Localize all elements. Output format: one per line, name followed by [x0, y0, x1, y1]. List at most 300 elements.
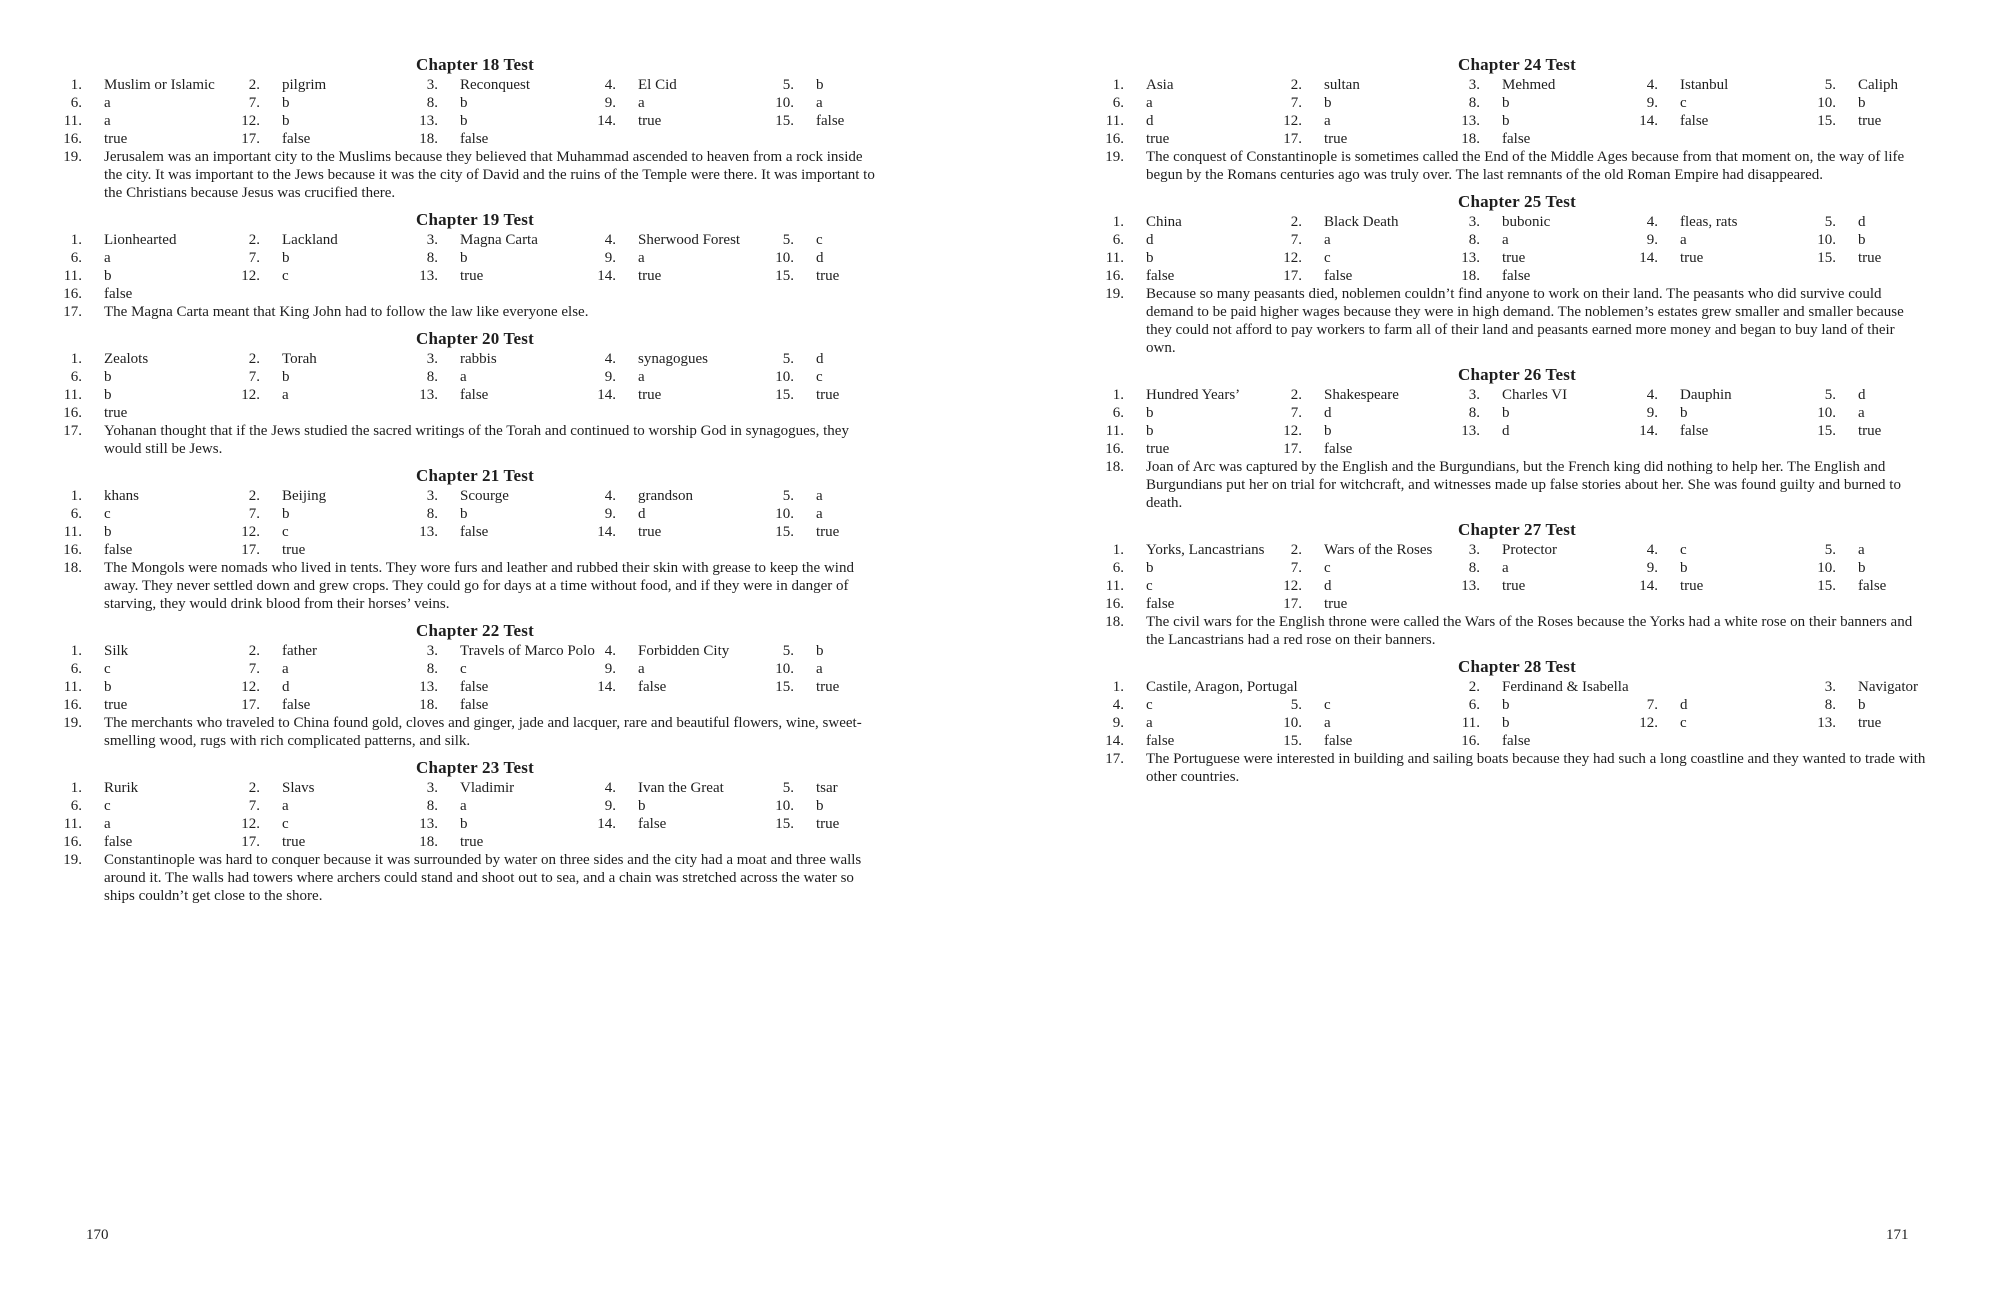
answer-number: 16. — [63, 697, 82, 713]
answer-item — [1458, 404, 1510, 422]
answer-number: 6. — [70, 661, 82, 677]
answer-item — [60, 386, 112, 404]
answer-text: a — [638, 369, 645, 385]
answer-number: 15. — [775, 816, 794, 832]
answer-item — [594, 505, 646, 523]
answer-row — [60, 404, 890, 422]
answer-number: 10. — [1817, 560, 1836, 576]
answer-row — [60, 660, 890, 678]
answer-row — [60, 76, 890, 94]
answer-item — [60, 833, 132, 851]
answer-item — [1636, 577, 1703, 595]
answer-number: 14. — [1639, 250, 1658, 266]
answer-number: 3. — [426, 780, 438, 796]
answer-text: false — [816, 113, 845, 129]
answer-number: 10. — [775, 369, 794, 385]
answer-text: c — [1680, 715, 1687, 731]
answer-item — [1102, 404, 1154, 422]
answer-item — [60, 487, 139, 505]
answer-number: 1. — [70, 232, 82, 248]
answer-row — [60, 386, 890, 404]
answer-row — [60, 541, 890, 559]
answer-item — [1280, 267, 1352, 285]
answer-text: false — [104, 542, 133, 558]
answer-item — [1814, 213, 1866, 231]
answer-item — [594, 487, 693, 505]
answer-text: b — [282, 95, 290, 111]
answer-item — [1280, 440, 1352, 458]
answer-number: 13. — [1461, 423, 1480, 439]
answer-text: Ferdinand & Isabella — [1502, 679, 1629, 695]
answer-text: false — [1502, 268, 1531, 284]
answer-text: c — [1680, 542, 1687, 558]
answer-item — [1814, 386, 1866, 404]
answer-number: 16. — [63, 286, 82, 302]
answer-item — [1814, 541, 1865, 559]
answer-text: a — [816, 506, 823, 522]
answer-text: b — [282, 506, 290, 522]
answer-number: 5. — [1290, 697, 1302, 713]
answer-number: 10. — [775, 506, 794, 522]
answer-number: 17. — [241, 834, 260, 850]
essay-answer — [60, 148, 890, 202]
answer-text: true — [282, 834, 306, 850]
answer-item — [594, 523, 661, 541]
answer-item — [1102, 231, 1154, 249]
answer-text: Vladimir — [460, 780, 515, 796]
answer-text: c — [1680, 95, 1687, 111]
answer-item — [1102, 440, 1169, 458]
answer-item — [1814, 76, 1898, 94]
answer-number: 12. — [241, 816, 260, 832]
answer-row — [60, 523, 890, 541]
answer-number: 8. — [1468, 560, 1480, 576]
answer-row — [60, 94, 890, 112]
answer-number: 5. — [782, 232, 794, 248]
answer-item — [1814, 678, 1918, 696]
answer-number: 9. — [604, 661, 616, 677]
answer-number: 14. — [597, 268, 616, 284]
answer-item — [60, 541, 132, 559]
answer-number: 6. — [1112, 405, 1124, 421]
answer-number: 15. — [1283, 733, 1302, 749]
answer-item — [594, 642, 729, 660]
answer-number: 7. — [248, 250, 260, 266]
answer-text: d — [638, 506, 646, 522]
answer-item — [1636, 404, 1688, 422]
answer-item — [238, 350, 317, 368]
answer-number: 10. — [1283, 715, 1302, 731]
answer-item — [416, 249, 468, 267]
answer-item — [1636, 112, 1708, 130]
answer-number: 3. — [1468, 542, 1480, 558]
answer-text: b — [1502, 405, 1510, 421]
answer-item — [238, 386, 289, 404]
essay-answer — [1102, 285, 1932, 357]
essay-text: Yohanan thought that if the Jews studied the sacred writings of the Torah and continued to worship God in synagogues, they would still be Jews. — [104, 423, 849, 457]
chapter-test-title: Chapter 19 Test — [416, 210, 534, 229]
answer-text: false — [1324, 733, 1353, 749]
answer-number: 15. — [775, 387, 794, 403]
answer-row — [60, 285, 890, 303]
answer-text: b — [282, 113, 290, 129]
answer-text: false — [104, 834, 133, 850]
answer-number: 16. — [63, 834, 82, 850]
answer-number: 14. — [1639, 423, 1658, 439]
answer-item — [1814, 112, 1881, 130]
answer-text: c — [104, 506, 111, 522]
answer-item — [416, 130, 488, 148]
answer-text: pilgrim — [282, 77, 327, 93]
answer-item — [416, 779, 514, 797]
answer-row — [60, 696, 890, 714]
answer-text: b — [104, 369, 112, 385]
answer-number: 7. — [248, 506, 260, 522]
answer-row — [1102, 577, 1932, 595]
answer-item — [1102, 559, 1154, 577]
chapter-test-title: Chapter 25 Test — [1458, 192, 1576, 211]
answer-item — [416, 642, 595, 660]
answer-number: 19. — [63, 715, 82, 731]
answer-item — [238, 797, 289, 815]
essay-text: Because so many peasants died, noblemen couldn’t find anyone to work on their land. The peasants who did survive could demand to be paid higher wages because they were in high demand. The noblemen’s estates grew smaller and smaller because they could not afford to pay workers to farm all of their land and peasants earned more money and began to buy land of their own. — [1146, 286, 1904, 356]
answer-item — [1458, 76, 1555, 94]
answer-number: 3. — [426, 77, 438, 93]
answer-number: 11. — [63, 524, 82, 540]
answer-item — [594, 797, 646, 815]
answer-text: false — [282, 697, 311, 713]
answer-number: 15. — [775, 524, 794, 540]
answer-text: bubonic — [1502, 214, 1551, 230]
answer-item — [1458, 696, 1510, 714]
answer-number: 6. — [1112, 560, 1124, 576]
answer-text: c — [282, 524, 289, 540]
answer-row — [60, 487, 890, 505]
answer-row — [1102, 595, 1932, 613]
answer-number: 13. — [1461, 113, 1480, 129]
answer-text: a — [1146, 715, 1153, 731]
answer-text: d — [1146, 232, 1154, 248]
answer-item — [416, 368, 467, 386]
answer-number: 2. — [1468, 679, 1480, 695]
answer-item — [594, 112, 661, 130]
answer-text: Caliph — [1858, 77, 1898, 93]
answer-text: true — [816, 268, 840, 284]
answer-number: 3. — [426, 488, 438, 504]
answer-item — [60, 112, 111, 130]
answer-item — [1102, 678, 1298, 696]
answer-item — [772, 678, 839, 696]
answer-item — [238, 660, 289, 678]
answer-number: 9. — [604, 369, 616, 385]
answer-text: grandson — [638, 488, 693, 504]
answer-item — [594, 368, 645, 386]
answer-item — [1458, 112, 1510, 130]
answer-item — [594, 267, 661, 285]
answer-number: 17. — [1283, 131, 1302, 147]
answer-text: true — [1146, 131, 1170, 147]
answer-text: true — [1502, 578, 1526, 594]
answer-number: 6. — [70, 95, 82, 111]
essay-text: Jerusalem was an important city to the Muslims because they believed that Muhammad ascended to heaven from a rock inside the city. It was important to the Jews because it was the city of David and the ruins of the Temple were there. It was important to the Christians because Jesus was crucified there. — [104, 149, 875, 201]
answer-text: d — [1680, 697, 1688, 713]
answer-item — [238, 231, 338, 249]
answer-number: 8. — [426, 369, 438, 385]
essay-answer — [60, 714, 890, 750]
answer-text: false — [282, 131, 311, 147]
answer-item — [1636, 386, 1732, 404]
answer-item — [1280, 386, 1399, 404]
answer-item — [1636, 213, 1737, 231]
answer-text: true — [1680, 578, 1704, 594]
answer-item — [1636, 231, 1687, 249]
answer-number: 10. — [775, 250, 794, 266]
answer-text: true — [1858, 250, 1882, 266]
answer-text: a — [816, 95, 823, 111]
chapter-test-section — [1102, 192, 1932, 357]
answer-text: a — [1146, 95, 1153, 111]
answer-text: a — [282, 661, 289, 677]
answer-text: b — [460, 250, 468, 266]
answer-item — [1636, 249, 1703, 267]
answer-number: 13. — [1817, 715, 1836, 731]
answer-number: 7. — [248, 369, 260, 385]
answer-item — [1280, 559, 1331, 577]
answer-number: 9. — [1646, 560, 1658, 576]
answer-number: 1. — [1112, 77, 1124, 93]
answer-number: 5. — [782, 780, 794, 796]
answer-item — [1458, 267, 1530, 285]
answer-item — [1458, 714, 1510, 732]
answer-item — [1102, 386, 1240, 404]
answer-item — [238, 833, 305, 851]
answer-text: true — [104, 405, 128, 421]
answer-row — [1102, 386, 1932, 404]
answer-text: c — [816, 369, 823, 385]
answer-text: d — [1324, 405, 1332, 421]
essay-answer — [1102, 750, 1932, 786]
answer-number: 2. — [248, 351, 260, 367]
answer-number: 16. — [1461, 733, 1480, 749]
answer-text: b — [460, 113, 468, 129]
answer-text: Travels of Marco Polo — [460, 643, 595, 659]
chapter-test-title: Chapter 26 Test — [1458, 365, 1576, 384]
answer-item — [772, 779, 838, 797]
answer-number: 7. — [1290, 560, 1302, 576]
answer-item — [772, 94, 823, 112]
answer-item — [1280, 76, 1360, 94]
answer-text: b — [1502, 113, 1510, 129]
chapter-test-title: Chapter 22 Test — [416, 621, 534, 640]
answer-number: 8. — [1468, 232, 1480, 248]
answer-text: c — [1324, 560, 1331, 576]
answer-item — [1102, 76, 1174, 94]
answer-item — [60, 797, 111, 815]
answer-number: 18. — [1461, 268, 1480, 284]
answer-item — [594, 94, 645, 112]
answer-row — [1102, 714, 1932, 732]
essay-text: The civil wars for the English throne were called the Wars of the Roses because the Yorks had a white rose on their banners and the Lancastrians had a red rose on their banners. — [1146, 614, 1913, 648]
answer-text: Asia — [1146, 77, 1174, 93]
answer-item — [594, 249, 645, 267]
answer-text: a — [104, 816, 111, 832]
answer-item — [772, 350, 824, 368]
answer-text: b — [1858, 697, 1866, 713]
answer-row — [1102, 267, 1932, 285]
answer-text: Magna Carta — [460, 232, 538, 248]
answer-number: 12. — [241, 524, 260, 540]
answer-text: true — [1858, 715, 1882, 731]
answer-item — [772, 76, 824, 94]
answer-item — [772, 368, 823, 386]
answer-number: 5. — [782, 488, 794, 504]
chapter-test-title: Chapter 18 Test — [416, 55, 534, 74]
answer-text: b — [1858, 560, 1866, 576]
answer-text: b — [1502, 697, 1510, 713]
answer-number: 4. — [1646, 542, 1658, 558]
answer-item — [416, 797, 467, 815]
answer-number: 2. — [1290, 387, 1302, 403]
answer-item — [772, 487, 823, 505]
answer-text: true — [1502, 250, 1526, 266]
answer-item — [1458, 213, 1550, 231]
answer-text: b — [460, 95, 468, 111]
answer-row — [1102, 422, 1932, 440]
answer-number: 10. — [1817, 95, 1836, 111]
answer-item — [1102, 541, 1264, 559]
answer-item — [594, 779, 724, 797]
answer-text: false — [460, 679, 489, 695]
answer-number: 4. — [604, 643, 616, 659]
answer-text: b — [816, 77, 824, 93]
answer-text: tsar — [816, 780, 838, 796]
answer-number: 6. — [1112, 95, 1124, 111]
answer-text: b — [104, 387, 112, 403]
answer-item — [238, 779, 315, 797]
answer-number: 11. — [1105, 113, 1124, 129]
answer-number: 16. — [63, 542, 82, 558]
answer-number: 6. — [70, 250, 82, 266]
answer-item — [594, 678, 666, 696]
answer-text: El Cid — [638, 77, 677, 93]
answer-text: Scourge — [460, 488, 509, 504]
answer-number: 10. — [1817, 405, 1836, 421]
answer-text: true — [104, 131, 128, 147]
answer-text: true — [638, 387, 662, 403]
answer-number: 9. — [604, 506, 616, 522]
chapter-test-title: Chapter 23 Test — [416, 758, 534, 777]
answer-item — [238, 267, 289, 285]
answer-item — [1102, 732, 1174, 750]
essay-answer — [1102, 148, 1932, 184]
answer-number: 5. — [1824, 542, 1836, 558]
answer-text: Wars of the Roses — [1324, 542, 1433, 558]
answer-text: b — [816, 643, 824, 659]
essay-answer — [60, 303, 890, 321]
answer-number: 2. — [248, 488, 260, 504]
answer-number: 10. — [775, 661, 794, 677]
answer-row — [1102, 696, 1932, 714]
answer-key-right-page — [1102, 47, 1932, 786]
answer-text: true — [460, 268, 484, 284]
answer-text: Lackland — [282, 232, 338, 248]
answer-text: rabbis — [460, 351, 497, 367]
answer-item — [60, 815, 111, 833]
answer-item — [1102, 267, 1174, 285]
chapter-test-section — [60, 466, 890, 613]
answer-text: true — [816, 524, 840, 540]
answer-item — [1814, 696, 1866, 714]
answer-text: a — [1324, 232, 1331, 248]
answer-text: b — [460, 816, 468, 832]
answer-row — [60, 267, 890, 285]
answer-text: false — [460, 524, 489, 540]
answer-number: 12. — [1283, 250, 1302, 266]
answer-text: Silk — [104, 643, 129, 659]
chapter-test-section — [60, 329, 890, 458]
answer-number: 8. — [1468, 95, 1480, 111]
answer-number: 7. — [1290, 95, 1302, 111]
answer-number: 15. — [1817, 250, 1836, 266]
answer-text: Castile, Aragon, Portugal — [1146, 679, 1298, 695]
answer-number: 4. — [604, 351, 616, 367]
answer-item — [1280, 130, 1347, 148]
answer-row — [1102, 732, 1932, 750]
answer-text: d — [816, 250, 824, 266]
answer-number: 17. — [1283, 596, 1302, 612]
answer-number: 3. — [1468, 214, 1480, 230]
answer-text: Black Death — [1324, 214, 1399, 230]
answer-text: b — [816, 798, 824, 814]
answer-row — [1102, 440, 1932, 458]
answer-text: Zealots — [104, 351, 149, 367]
answer-item — [60, 94, 111, 112]
answer-number: 2. — [1290, 77, 1302, 93]
answer-text: d — [1146, 113, 1154, 129]
answer-number: 4. — [1646, 214, 1658, 230]
chapter-test-section — [60, 621, 890, 750]
answer-number: 16. — [1105, 268, 1124, 284]
answer-row — [60, 779, 890, 797]
answer-number: 16. — [1105, 131, 1124, 147]
answer-number: 6. — [1112, 232, 1124, 248]
answer-row — [60, 797, 890, 815]
answer-item — [1814, 231, 1866, 249]
answer-item — [594, 660, 645, 678]
answer-item — [1458, 732, 1530, 750]
answer-number: 5. — [1824, 387, 1836, 403]
answer-number: 17. — [241, 542, 260, 558]
answer-item — [238, 249, 290, 267]
essay-answer — [1102, 458, 1932, 512]
answer-text: false — [1502, 733, 1531, 749]
answer-item — [238, 487, 326, 505]
page-number: 170 — [86, 1227, 109, 1243]
answer-number: 4. — [604, 232, 616, 248]
answer-text: a — [1324, 715, 1331, 731]
answer-item — [1636, 559, 1688, 577]
answer-item — [594, 386, 661, 404]
answer-text: false — [1502, 131, 1531, 147]
answer-item — [60, 779, 138, 797]
answer-number: 14. — [597, 113, 616, 129]
answer-number: 13. — [419, 113, 438, 129]
answer-number: 11. — [63, 679, 82, 695]
answer-number: 15. — [775, 113, 794, 129]
answer-text: fleas, rats — [1680, 214, 1738, 230]
answer-number: 6. — [70, 798, 82, 814]
answer-number: 12. — [1283, 113, 1302, 129]
